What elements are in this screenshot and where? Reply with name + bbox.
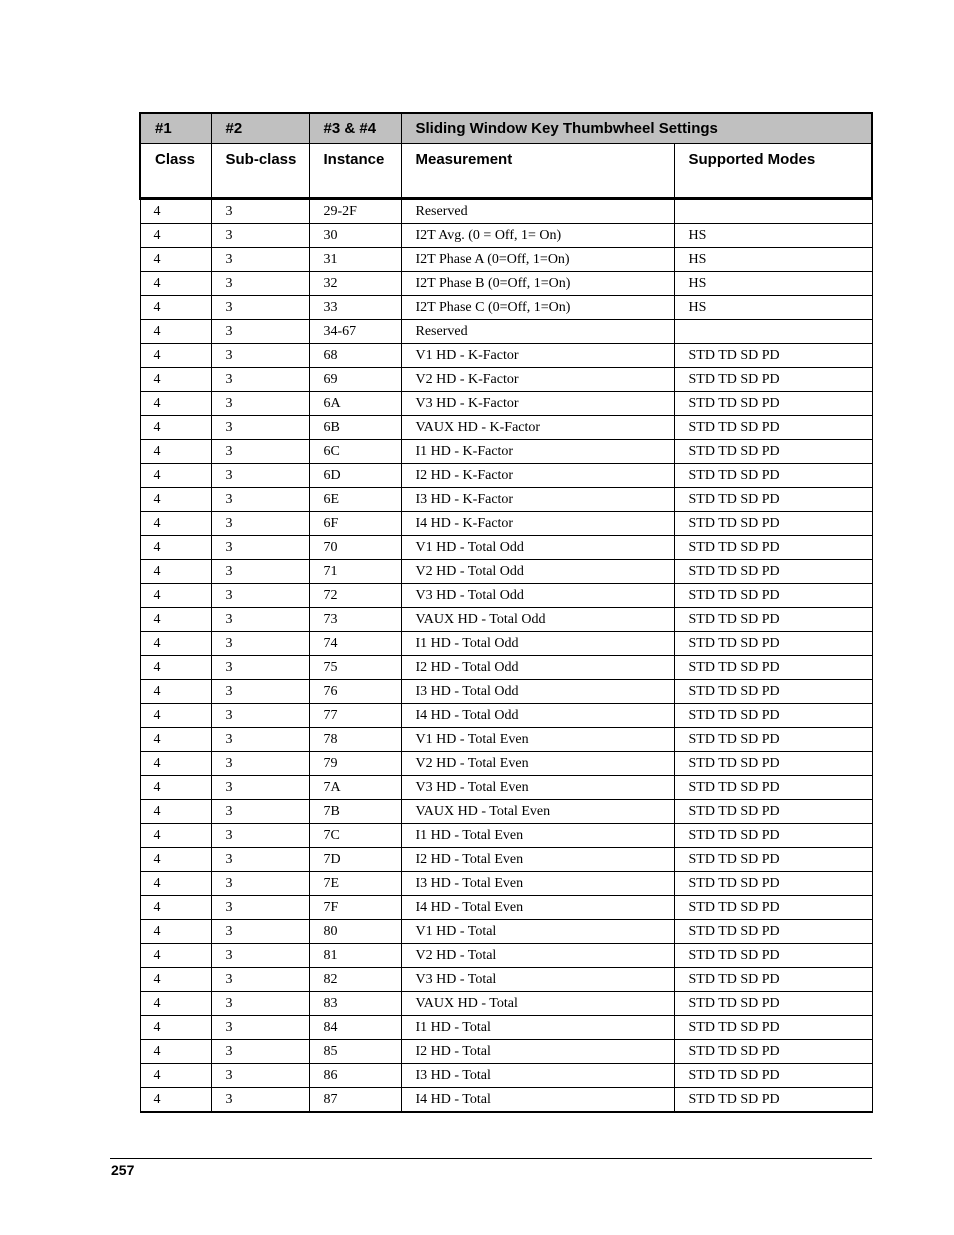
cell-measurement: I2T Avg. (0 = Off, 1= On) [401, 224, 674, 248]
header-supported-modes: Supported Modes [674, 144, 872, 199]
cell-subclass: 3 [211, 824, 309, 848]
cell-supported-modes: STD TD SD PD [674, 488, 872, 512]
cell-instance: 6A [309, 392, 401, 416]
cell-measurement: I2T Phase B (0=Off, 1=On) [401, 272, 674, 296]
cell-supported-modes: STD TD SD PD [674, 968, 872, 992]
cell-supported-modes: STD TD SD PD [674, 464, 872, 488]
cell-instance: 76 [309, 680, 401, 704]
cell-instance: 78 [309, 728, 401, 752]
cell-instance: 77 [309, 704, 401, 728]
cell-measurement: V2 HD - K-Factor [401, 368, 674, 392]
cell-instance: 75 [309, 656, 401, 680]
table-body [140, 199, 872, 1113]
cell-class: 4 [140, 512, 211, 536]
cell-measurement: I2T Phase A (0=Off, 1=On) [401, 248, 674, 272]
cell-instance: 86 [309, 1064, 401, 1088]
cell-measurement: V3 HD - K-Factor [401, 392, 674, 416]
cell-supported-modes: STD TD SD PD [674, 824, 872, 848]
cell-instance: 7A [309, 776, 401, 800]
cell-class: 4 [140, 536, 211, 560]
cell-instance: 69 [309, 368, 401, 392]
header-row-sub [140, 144, 872, 199]
cell-instance: 33 [309, 296, 401, 320]
header-row-top [140, 113, 872, 144]
cell-class: 4 [140, 248, 211, 272]
table-row [140, 1040, 872, 1064]
cell-subclass: 3 [211, 416, 309, 440]
cell-subclass: 3 [211, 440, 309, 464]
table-row [140, 1088, 872, 1113]
cell-class: 4 [140, 416, 211, 440]
cell-class: 4 [140, 1088, 211, 1113]
cell-supported-modes: STD TD SD PD [674, 416, 872, 440]
cell-measurement: V3 HD - Total [401, 968, 674, 992]
cell-supported-modes: STD TD SD PD [674, 1016, 872, 1040]
cell-measurement: I1 HD - Total Even [401, 824, 674, 848]
cell-supported-modes: STD TD SD PD [674, 656, 872, 680]
table-row [140, 776, 872, 800]
cell-subclass: 3 [211, 488, 309, 512]
cell-measurement: I2 HD - Total Odd [401, 656, 674, 680]
cell-measurement: V1 HD - Total [401, 920, 674, 944]
table-row [140, 872, 872, 896]
table-row [140, 272, 872, 296]
cell-subclass: 3 [211, 920, 309, 944]
table-header [140, 113, 872, 199]
cell-class: 4 [140, 824, 211, 848]
cell-instance: 80 [309, 920, 401, 944]
header-measurement: Measurement [401, 144, 674, 199]
cell-instance: 85 [309, 1040, 401, 1064]
cell-subclass: 3 [211, 392, 309, 416]
cell-subclass: 3 [211, 656, 309, 680]
cell-supported-modes: STD TD SD PD [674, 344, 872, 368]
table-row [140, 344, 872, 368]
header-col-3-4: #3 & #4 [309, 113, 401, 144]
cell-class: 4 [140, 272, 211, 296]
cell-instance: 6D [309, 464, 401, 488]
cell-supported-modes: STD TD SD PD [674, 560, 872, 584]
header-sliding-window: Sliding Window Key Thumbwheel Settings [401, 113, 872, 144]
table-row [140, 728, 872, 752]
cell-subclass: 3 [211, 944, 309, 968]
cell-measurement: I4 HD - K-Factor [401, 512, 674, 536]
cell-class: 4 [140, 560, 211, 584]
cell-class: 4 [140, 1040, 211, 1064]
cell-class: 4 [140, 752, 211, 776]
cell-supported-modes: STD TD SD PD [674, 512, 872, 536]
cell-class: 4 [140, 992, 211, 1016]
cell-subclass: 3 [211, 752, 309, 776]
cell-supported-modes: STD TD SD PD [674, 608, 872, 632]
cell-supported-modes: STD TD SD PD [674, 1040, 872, 1064]
cell-measurement: Reserved [401, 320, 674, 344]
cell-subclass: 3 [211, 1040, 309, 1064]
cell-measurement: I1 HD - Total [401, 1016, 674, 1040]
table-row [140, 416, 872, 440]
cell-supported-modes: STD TD SD PD [674, 728, 872, 752]
cell-measurement: V2 HD - Total [401, 944, 674, 968]
table-row [140, 896, 872, 920]
table-row [140, 656, 872, 680]
cell-subclass: 3 [211, 608, 309, 632]
table-row [140, 392, 872, 416]
cell-supported-modes: STD TD SD PD [674, 680, 872, 704]
cell-instance: 32 [309, 272, 401, 296]
table-row [140, 296, 872, 320]
cell-measurement: I1 HD - K-Factor [401, 440, 674, 464]
cell-subclass: 3 [211, 1088, 309, 1113]
cell-subclass: 3 [211, 800, 309, 824]
cell-measurement: I1 HD - Total Odd [401, 632, 674, 656]
cell-subclass: 3 [211, 368, 309, 392]
cell-instance: 81 [309, 944, 401, 968]
cell-supported-modes: STD TD SD PD [674, 1064, 872, 1088]
cell-measurement: I3 HD - Total Even [401, 872, 674, 896]
cell-instance: 68 [309, 344, 401, 368]
cell-instance: 87 [309, 1088, 401, 1113]
table-row [140, 992, 872, 1016]
cell-class: 4 [140, 800, 211, 824]
thumbwheel-settings-table [139, 112, 873, 1113]
cell-class: 4 [140, 440, 211, 464]
cell-supported-modes: STD TD SD PD [674, 800, 872, 824]
cell-measurement: I2 HD - Total Even [401, 848, 674, 872]
cell-measurement: VAUX HD - Total [401, 992, 674, 1016]
cell-class: 4 [140, 392, 211, 416]
cell-instance: 6C [309, 440, 401, 464]
cell-supported-modes: STD TD SD PD [674, 872, 872, 896]
cell-subclass: 3 [211, 896, 309, 920]
cell-supported-modes: STD TD SD PD [674, 536, 872, 560]
table-row [140, 224, 872, 248]
cell-subclass: 3 [211, 728, 309, 752]
header-subclass: Sub-class [211, 144, 309, 199]
cell-supported-modes: STD TD SD PD [674, 440, 872, 464]
cell-supported-modes: STD TD SD PD [674, 896, 872, 920]
cell-subclass: 3 [211, 704, 309, 728]
cell-measurement: I2 HD - K-Factor [401, 464, 674, 488]
cell-instance: 6E [309, 488, 401, 512]
cell-class: 4 [140, 320, 211, 344]
cell-instance: 70 [309, 536, 401, 560]
cell-class: 4 [140, 608, 211, 632]
cell-instance: 29-2F [309, 199, 401, 224]
table-row [140, 512, 872, 536]
table-row [140, 800, 872, 824]
cell-measurement: I2 HD - Total [401, 1040, 674, 1064]
cell-instance: 7C [309, 824, 401, 848]
cell-class: 4 [140, 944, 211, 968]
cell-supported-modes: STD TD SD PD [674, 368, 872, 392]
cell-supported-modes [674, 199, 872, 224]
page-number: 257 [111, 1162, 135, 1178]
table-row [140, 584, 872, 608]
cell-subclass: 3 [211, 560, 309, 584]
cell-instance: 34-67 [309, 320, 401, 344]
table-row [140, 440, 872, 464]
cell-supported-modes: HS [674, 272, 872, 296]
table-row [140, 560, 872, 584]
cell-instance: 7E [309, 872, 401, 896]
cell-subclass: 3 [211, 1016, 309, 1040]
cell-class: 4 [140, 728, 211, 752]
cell-class: 4 [140, 704, 211, 728]
cell-subclass: 3 [211, 248, 309, 272]
cell-instance: 30 [309, 224, 401, 248]
cell-subclass: 3 [211, 632, 309, 656]
table-row [140, 536, 872, 560]
cell-supported-modes [674, 320, 872, 344]
cell-instance: 83 [309, 992, 401, 1016]
cell-instance: 31 [309, 248, 401, 272]
table-row [140, 368, 872, 392]
cell-subclass: 3 [211, 848, 309, 872]
cell-supported-modes: STD TD SD PD [674, 1088, 872, 1113]
cell-instance: 6B [309, 416, 401, 440]
cell-measurement: I3 HD - Total [401, 1064, 674, 1088]
cell-instance: 6F [309, 512, 401, 536]
table-row [140, 1064, 872, 1088]
table-row [140, 608, 872, 632]
table-row [140, 752, 872, 776]
cell-supported-modes: STD TD SD PD [674, 992, 872, 1016]
cell-instance: 72 [309, 584, 401, 608]
cell-class: 4 [140, 968, 211, 992]
cell-class: 4 [140, 872, 211, 896]
cell-supported-modes: STD TD SD PD [674, 584, 872, 608]
table-row [140, 968, 872, 992]
table-row [140, 944, 872, 968]
cell-subclass: 3 [211, 968, 309, 992]
cell-class: 4 [140, 1016, 211, 1040]
cell-subclass: 3 [211, 872, 309, 896]
cell-supported-modes: STD TD SD PD [674, 776, 872, 800]
cell-class: 4 [140, 896, 211, 920]
cell-class: 4 [140, 920, 211, 944]
cell-measurement: I4 HD - Total Even [401, 896, 674, 920]
table-row [140, 488, 872, 512]
cell-class: 4 [140, 368, 211, 392]
cell-instance: 74 [309, 632, 401, 656]
cell-class: 4 [140, 344, 211, 368]
cell-instance: 7D [309, 848, 401, 872]
cell-measurement: V1 HD - K-Factor [401, 344, 674, 368]
table-row [140, 824, 872, 848]
cell-class: 4 [140, 199, 211, 224]
table-row [140, 680, 872, 704]
cell-subclass: 3 [211, 512, 309, 536]
cell-instance: 7B [309, 800, 401, 824]
header-class: Class [140, 144, 211, 199]
cell-class: 4 [140, 632, 211, 656]
cell-class: 4 [140, 1064, 211, 1088]
header-instance: Instance [309, 144, 401, 199]
cell-measurement: Reserved [401, 199, 674, 224]
table-row [140, 704, 872, 728]
table-row [140, 320, 872, 344]
cell-instance: 71 [309, 560, 401, 584]
cell-measurement: V3 HD - Total Even [401, 776, 674, 800]
cell-subclass: 3 [211, 1064, 309, 1088]
cell-measurement: I4 HD - Total Odd [401, 704, 674, 728]
cell-subclass: 3 [211, 680, 309, 704]
cell-measurement: I2T Phase C (0=Off, 1=On) [401, 296, 674, 320]
header-col-1: #1 [140, 113, 211, 144]
cell-measurement: VAUX HD - Total Even [401, 800, 674, 824]
cell-subclass: 3 [211, 992, 309, 1016]
cell-instance: 82 [309, 968, 401, 992]
cell-class: 4 [140, 848, 211, 872]
table-row [140, 920, 872, 944]
cell-supported-modes: STD TD SD PD [674, 704, 872, 728]
cell-supported-modes: STD TD SD PD [674, 920, 872, 944]
header-col-2: #2 [211, 113, 309, 144]
cell-measurement: V2 HD - Total Odd [401, 560, 674, 584]
cell-subclass: 3 [211, 199, 309, 224]
cell-class: 4 [140, 584, 211, 608]
footer-rule [110, 1158, 872, 1159]
cell-measurement: V1 HD - Total Even [401, 728, 674, 752]
cell-instance: 84 [309, 1016, 401, 1040]
cell-supported-modes: STD TD SD PD [674, 944, 872, 968]
cell-class: 4 [140, 224, 211, 248]
cell-supported-modes: STD TD SD PD [674, 848, 872, 872]
table-row [140, 848, 872, 872]
cell-measurement: I4 HD - Total [401, 1088, 674, 1113]
cell-class: 4 [140, 656, 211, 680]
table-row [140, 199, 872, 224]
cell-subclass: 3 [211, 224, 309, 248]
cell-supported-modes: STD TD SD PD [674, 752, 872, 776]
cell-instance: 73 [309, 608, 401, 632]
cell-instance: 79 [309, 752, 401, 776]
cell-measurement: I3 HD - Total Odd [401, 680, 674, 704]
cell-subclass: 3 [211, 464, 309, 488]
cell-subclass: 3 [211, 776, 309, 800]
cell-subclass: 3 [211, 320, 309, 344]
cell-instance: 7F [309, 896, 401, 920]
cell-subclass: 3 [211, 272, 309, 296]
table-row [140, 464, 872, 488]
cell-subclass: 3 [211, 296, 309, 320]
cell-subclass: 3 [211, 584, 309, 608]
cell-measurement: I3 HD - K-Factor [401, 488, 674, 512]
cell-class: 4 [140, 488, 211, 512]
cell-supported-modes: HS [674, 248, 872, 272]
cell-supported-modes: HS [674, 296, 872, 320]
cell-subclass: 3 [211, 344, 309, 368]
cell-measurement: VAUX HD - Total Odd [401, 608, 674, 632]
cell-measurement: VAUX HD - K-Factor [401, 416, 674, 440]
cell-supported-modes: HS [674, 224, 872, 248]
cell-class: 4 [140, 296, 211, 320]
table-row [140, 1016, 872, 1040]
cell-class: 4 [140, 776, 211, 800]
table-row [140, 632, 872, 656]
table-row [140, 248, 872, 272]
cell-measurement: V1 HD - Total Odd [401, 536, 674, 560]
cell-class: 4 [140, 680, 211, 704]
cell-supported-modes: STD TD SD PD [674, 632, 872, 656]
cell-subclass: 3 [211, 536, 309, 560]
cell-measurement: V3 HD - Total Odd [401, 584, 674, 608]
cell-supported-modes: STD TD SD PD [674, 392, 872, 416]
cell-measurement: V2 HD - Total Even [401, 752, 674, 776]
cell-class: 4 [140, 464, 211, 488]
